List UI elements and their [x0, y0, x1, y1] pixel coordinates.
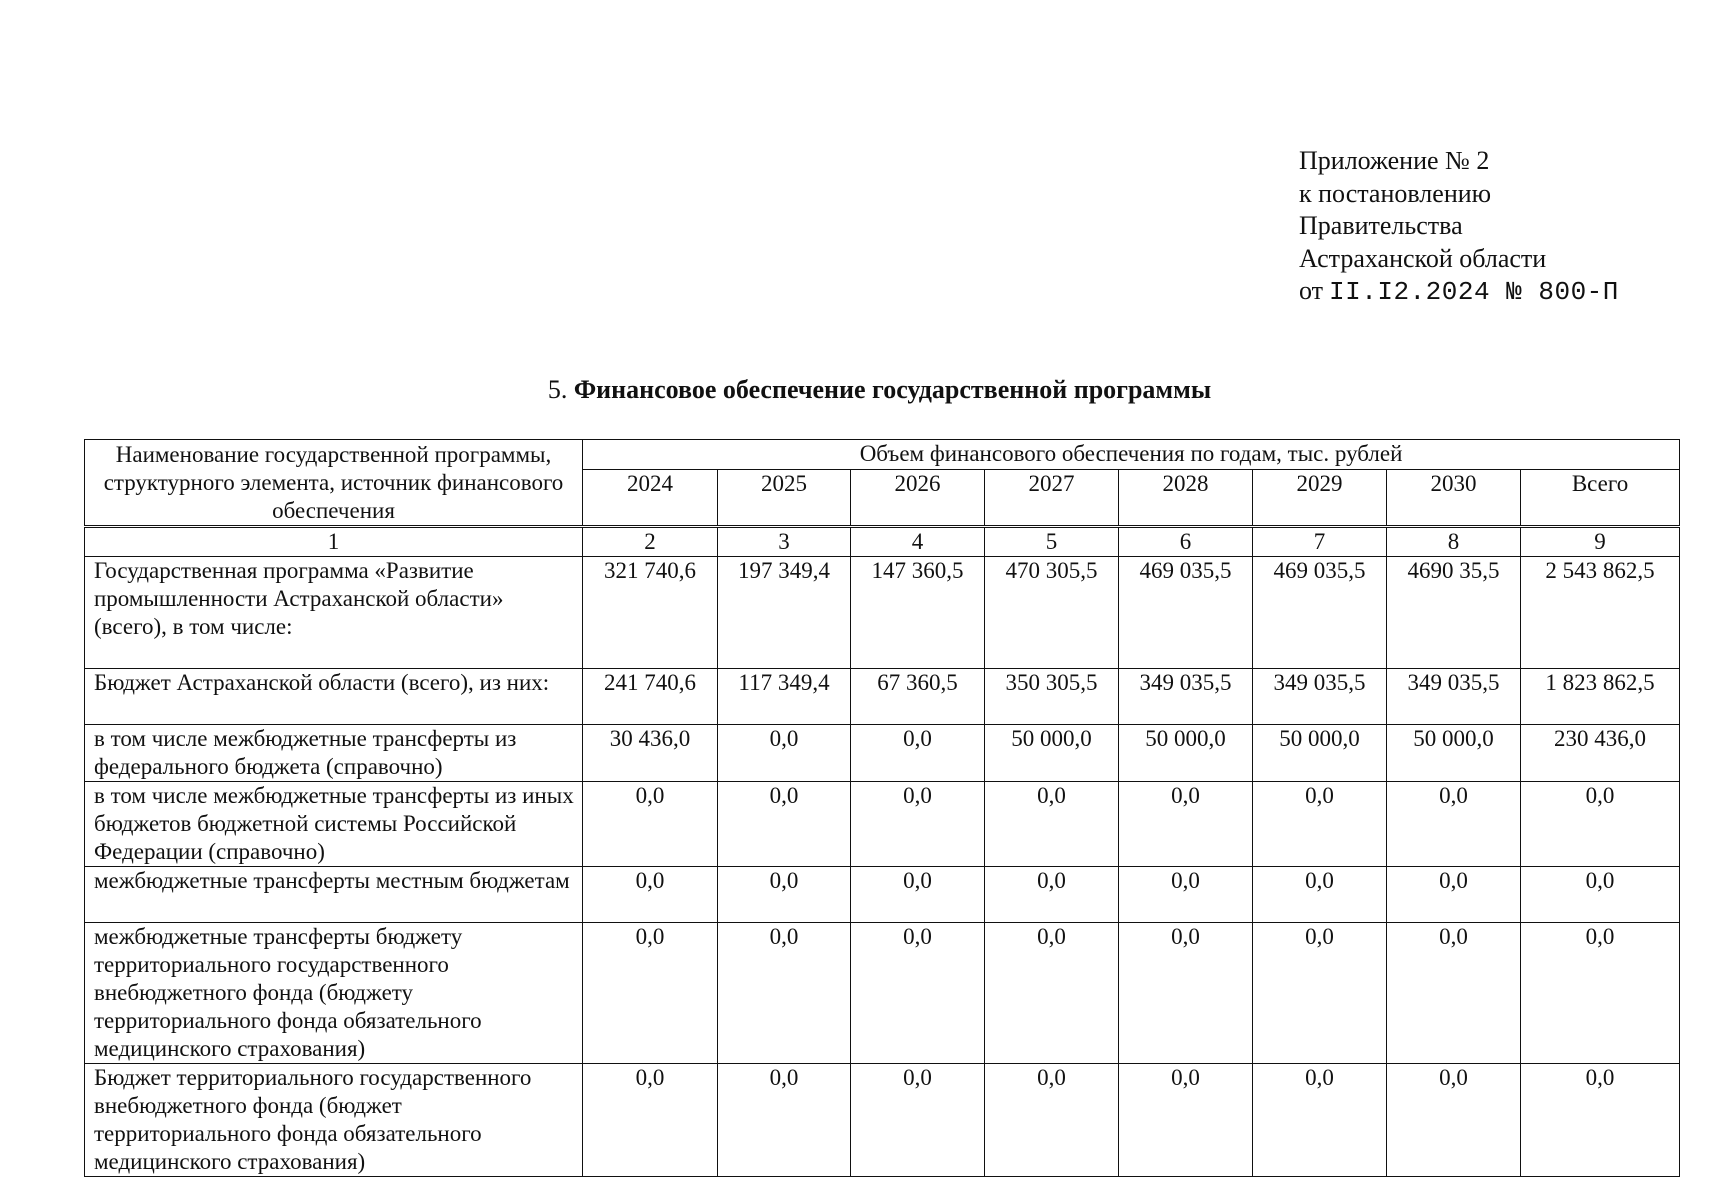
value-cell: 0,0 — [851, 867, 985, 923]
value-cell: 0,0 — [1253, 782, 1387, 867]
row-name: в том числе межбюджетные трансферты из иных бюджетов бюджетной системы Российской Федерации (справочно) — [85, 782, 583, 867]
value-cell: 0,0 — [985, 923, 1119, 1064]
year-header: 2026 — [851, 469, 985, 526]
table-row — [85, 1064, 1680, 1177]
year-header: 2027 — [985, 469, 1119, 526]
value-cell: 349 035,5 — [1387, 669, 1521, 725]
year-header: 2028 — [1119, 469, 1253, 526]
table-row — [85, 867, 1680, 923]
financing-table — [84, 439, 1680, 1177]
column-header-name: Наименование государственной программы, структурного элемента, источник финансового обеспечения — [85, 440, 583, 527]
table-row — [85, 923, 1680, 1064]
total-cell: 2 543 862,5 — [1521, 557, 1680, 669]
table-row — [85, 557, 1680, 669]
total-cell: 0,0 — [1521, 1064, 1680, 1177]
value-cell: 0,0 — [718, 782, 851, 867]
value-cell: 0,0 — [1387, 867, 1521, 923]
value-cell: 0,0 — [1253, 1064, 1387, 1177]
column-number: 4 — [851, 527, 985, 557]
column-number: 9 — [1521, 527, 1680, 557]
value-cell: 0,0 — [851, 782, 985, 867]
value-cell: 0,0 — [1253, 867, 1387, 923]
value-cell: 0,0 — [1253, 923, 1387, 1064]
value-cell: 0,0 — [985, 782, 1119, 867]
appendix-date-prefix: от — [1299, 276, 1324, 305]
value-cell: 117 349,4 — [718, 669, 851, 725]
year-header: 2029 — [1253, 469, 1387, 526]
appendix-line-government: Правительства — [1299, 211, 1463, 240]
total-header: Всего — [1521, 469, 1680, 526]
value-cell: 0,0 — [851, 1064, 985, 1177]
row-name: Бюджет Астраханской области (всего), из них: — [85, 669, 583, 725]
value-cell: 0,0 — [583, 1064, 718, 1177]
value-cell: 0,0 — [718, 923, 851, 1064]
column-header-volume: Объем финансового обеспечения по годам, тыс. рублей — [583, 440, 1680, 470]
value-cell: 469 035,5 — [1119, 557, 1253, 669]
column-number: 1 — [85, 527, 583, 557]
column-number: 6 — [1119, 527, 1253, 557]
table-row — [85, 725, 1680, 782]
appendix-line-resolution: к постановлению — [1299, 178, 1492, 208]
row-name: Государственная программа «Развитие промышленности Астраханской области» (всего), в том числе: — [85, 557, 583, 669]
appendix-date-number: II.I2.2024 № 800-П — [1329, 277, 1619, 307]
appendix-line-region: Астраханской области — [1299, 243, 1547, 273]
value-cell: 50 000,0 — [985, 725, 1119, 782]
value-cell: 0,0 — [718, 867, 851, 923]
value-cell: 67 360,5 — [851, 669, 985, 725]
value-cell: 30 436,0 — [583, 725, 718, 782]
value-cell: 50 000,0 — [1253, 725, 1387, 782]
column-number: 8 — [1387, 527, 1521, 557]
section-title-text: Финансовое обеспечение государственной программы — [573, 375, 1212, 404]
value-cell: 0,0 — [718, 725, 851, 782]
value-cell: 197 349,4 — [718, 557, 851, 669]
value-cell: 0,0 — [1119, 867, 1253, 923]
column-number: 7 — [1253, 527, 1387, 557]
appendix-title: Приложение № 2 — [1299, 146, 1490, 175]
value-cell: 0,0 — [1119, 923, 1253, 1064]
total-cell: 0,0 — [1521, 782, 1680, 867]
row-name: Бюджет территориального государственного внебюджетного фонда (бюджет территориального фонда обязательного медицинского страхования) — [85, 1064, 583, 1177]
value-cell: 0,0 — [1387, 923, 1521, 1064]
value-cell: 349 035,5 — [1253, 669, 1387, 725]
section-number: 5. — [547, 375, 568, 404]
value-cell: 50 000,0 — [1387, 725, 1521, 782]
appendix-block — [1299, 145, 1619, 309]
value-cell: 0,0 — [851, 725, 985, 782]
row-name: в том числе межбюджетные трансферты из федерального бюджета (справочно) — [85, 725, 583, 782]
value-cell: 0,0 — [1119, 1064, 1253, 1177]
total-cell: 230 436,0 — [1521, 725, 1680, 782]
value-cell: 0,0 — [851, 923, 985, 1064]
value-cell: 0,0 — [718, 1064, 851, 1177]
value-cell: 470 305,5 — [985, 557, 1119, 669]
value-cell: 0,0 — [583, 867, 718, 923]
value-cell: 0,0 — [1387, 782, 1521, 867]
value-cell: 4690 35,5 — [1387, 557, 1521, 669]
value-cell: 0,0 — [1387, 1064, 1521, 1177]
value-cell: 469 035,5 — [1253, 557, 1387, 669]
table-row — [85, 669, 1680, 725]
value-cell: 350 305,5 — [985, 669, 1119, 725]
total-cell: 1 823 862,5 — [1521, 669, 1680, 725]
value-cell: 0,0 — [985, 1064, 1119, 1177]
section-title — [0, 374, 1719, 406]
column-number: 3 — [718, 527, 851, 557]
value-cell: 147 360,5 — [851, 557, 985, 669]
value-cell: 0,0 — [985, 867, 1119, 923]
column-number: 5 — [985, 527, 1119, 557]
total-cell: 0,0 — [1521, 867, 1680, 923]
value-cell: 0,0 — [583, 782, 718, 867]
total-cell: 0,0 — [1521, 923, 1680, 1064]
year-header: 2030 — [1387, 469, 1521, 526]
value-cell: 0,0 — [1119, 782, 1253, 867]
value-cell: 321 740,6 — [583, 557, 718, 669]
value-cell: 50 000,0 — [1119, 725, 1253, 782]
row-name: межбюджетные трансферты местным бюджетам — [85, 867, 583, 923]
value-cell: 241 740,6 — [583, 669, 718, 725]
year-header: 2024 — [583, 469, 718, 526]
row-name: межбюджетные трансферты бюджету территориального государственного внебюджетного фонда (бюджету территориального фонда обязательного медицинского страхования) — [85, 923, 583, 1064]
column-number: 2 — [583, 527, 718, 557]
value-cell: 0,0 — [583, 923, 718, 1064]
value-cell: 349 035,5 — [1119, 669, 1253, 725]
year-header: 2025 — [718, 469, 851, 526]
table-row — [85, 782, 1680, 867]
appendix-date-line — [1299, 275, 1619, 309]
